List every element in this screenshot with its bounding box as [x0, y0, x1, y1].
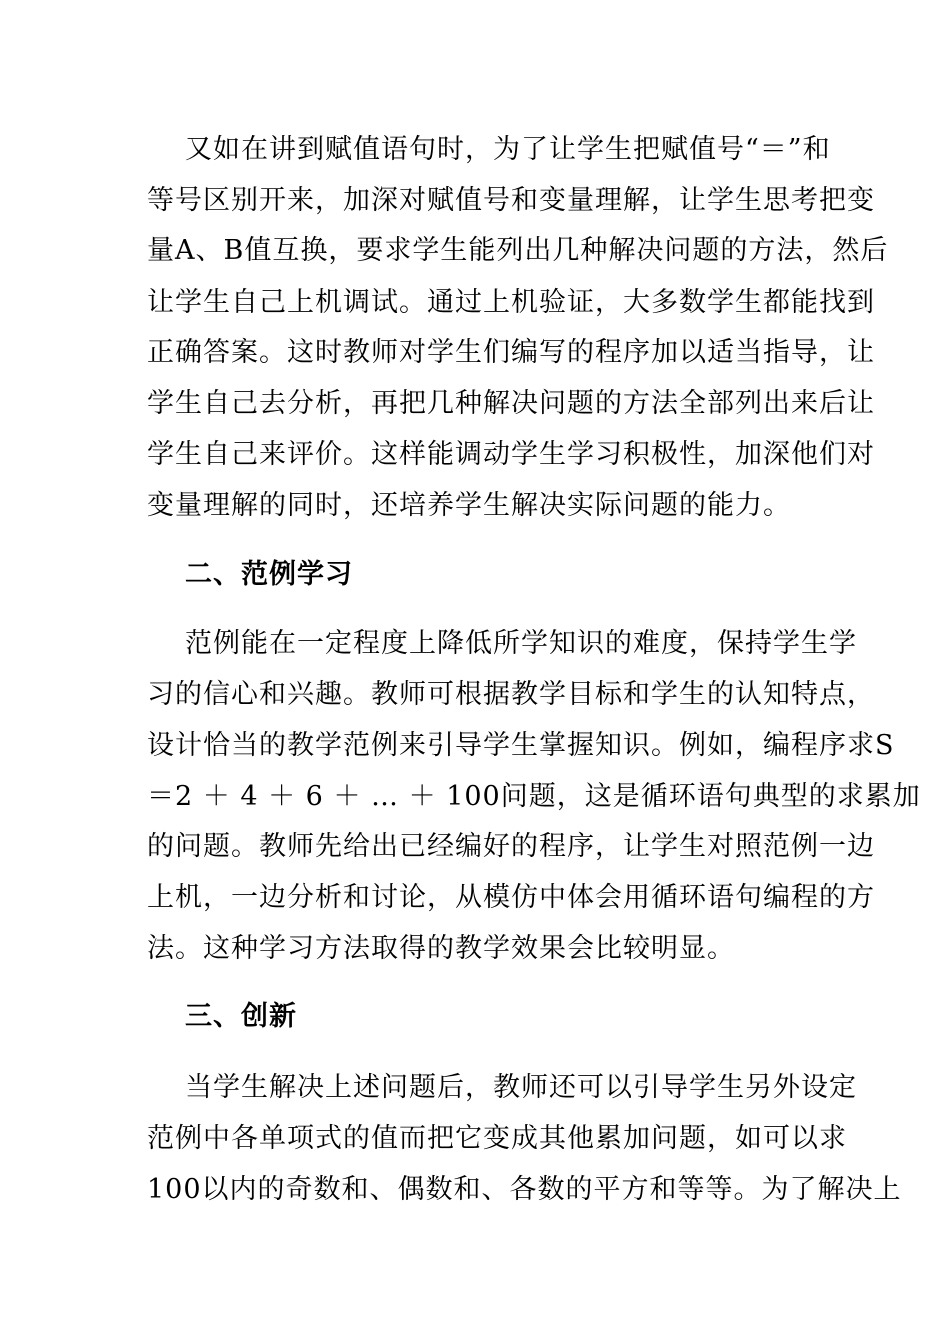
paragraph-3-line-3: 100以内的奇数和、偶数和、各数的平方和等等。为了解决上	[147, 1174, 902, 1205]
paragraph-1-line-7: 学生自己来评价。这样能调动学生学习积极性，加深他们对	[147, 439, 875, 470]
paragraph-1-line-1: 又如在讲到赋值语句时，为了让学生把赋值号“＝”和	[185, 134, 831, 165]
paragraph-1-line-5: 正确答案。这时教师对学生们编写的程序加以适当指导，让	[147, 337, 875, 368]
paragraph-2-line-2: 习的信心和兴趣。教师可根据教学目标和学生的认知特点，	[147, 679, 875, 710]
paragraph-2-line-3: 设计恰当的教学范例来引导学生掌握知识。例如，编程序求S	[147, 730, 895, 761]
paragraph-2-line-6: 上机，一边分析和讨论，从模仿中体会用循环语句编程的方	[147, 882, 875, 913]
paragraph-3-line-1: 当学生解决上述问题后，教师还可以引导学生另外设定	[185, 1072, 857, 1103]
paragraph-3-line-2: 范例中各单项式的值而把它变成其他累加问题，如可以求	[147, 1123, 847, 1154]
paragraph-1-line-2: 等号区别开来，加深对赋值号和变量理解，让学生思考把变	[147, 185, 875, 216]
paragraph-1-line-3: 量A、B值互换，要求学生能列出几种解决问题的方法，然后	[147, 235, 889, 266]
paragraph-2-line-7: 法。这种学习方法取得的教学效果会比较明显。	[147, 933, 735, 964]
section-heading-2: 二、范例学习	[185, 559, 353, 590]
paragraph-2-line-4: ＝2 ＋ 4 ＋ 6 ＋ … ＋ 100问题，这是循环语句典型的求累加	[147, 781, 921, 812]
paragraph-1-line-4: 让学生自己上机调试。通过上机验证，大多数学生都能找到	[147, 287, 875, 318]
section-heading-3: 三、创新	[185, 1001, 297, 1032]
paragraph-1-line-8: 变量理解的同时，还培养学生解决实际问题的能力。	[147, 490, 791, 521]
paragraph-2-line-1: 范例能在一定程度上降低所学知识的难度，保持学生学	[185, 628, 857, 659]
paragraph-2-line-5: 的问题。教师先给出已经编好的程序，让学生对照范例一边	[147, 831, 875, 862]
paragraph-1-line-6: 学生自己去分析，再把几种解决问题的方法全部列出来后让	[147, 388, 875, 419]
